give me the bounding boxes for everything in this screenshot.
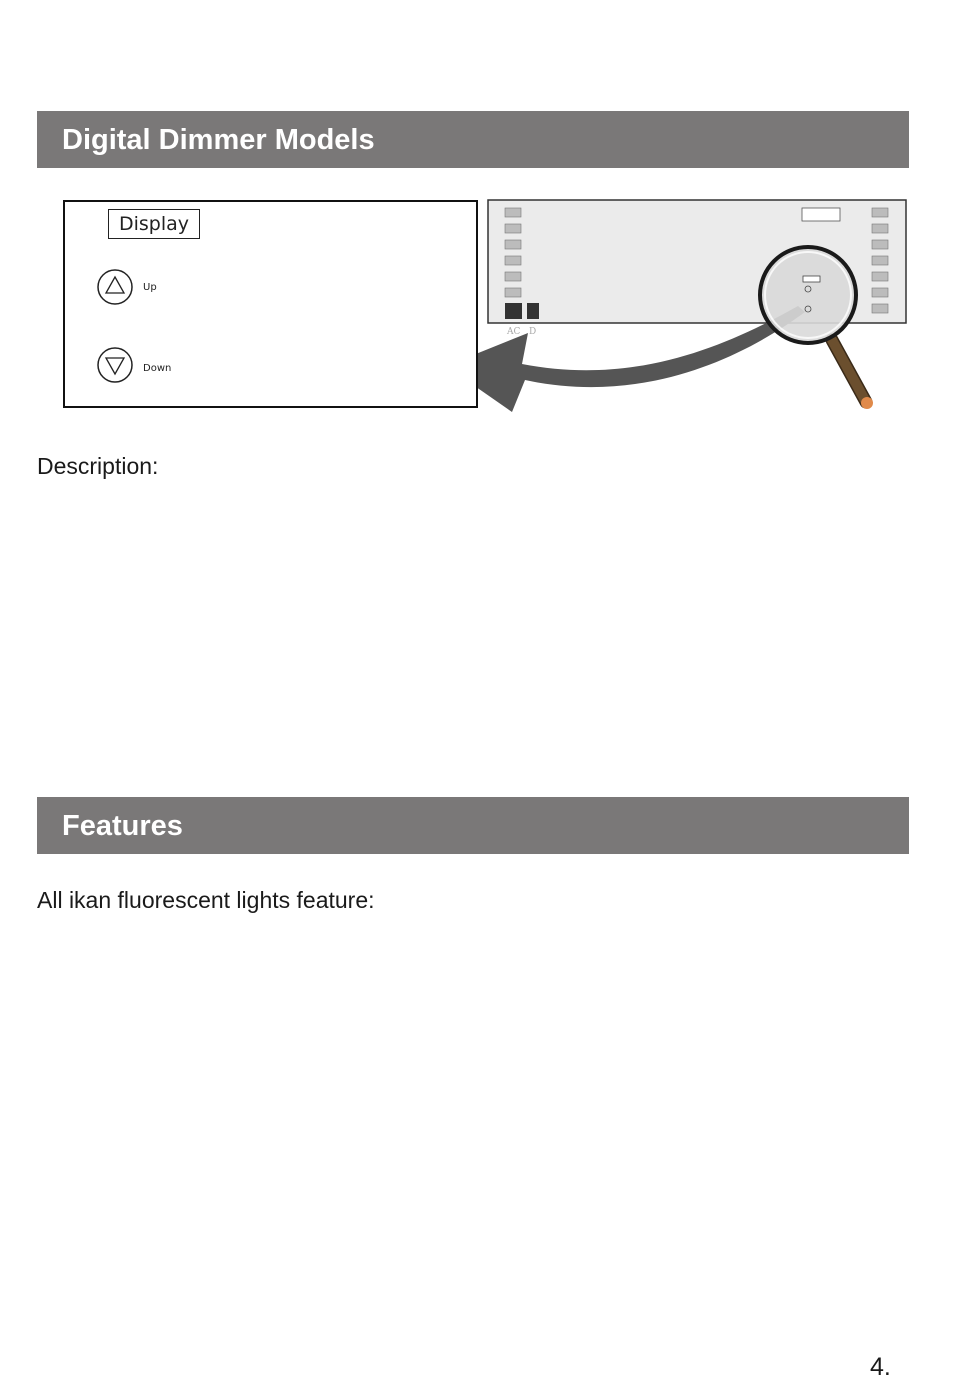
section-header-digital-dimmer-models	[37, 111, 909, 168]
up-button-icon	[96, 268, 134, 306]
dc-socket-icon	[527, 303, 539, 319]
down-button-icon	[96, 346, 134, 384]
page-number: 4.	[870, 1353, 891, 1381]
section-title: Digital Dimmer Models	[62, 124, 375, 156]
display-box: Display	[108, 209, 200, 239]
features-intro: All ikan fluorescent lights feature:	[37, 887, 375, 913]
section-header-features	[37, 797, 909, 854]
up-label: Up	[143, 282, 157, 293]
right-vent-slots	[872, 208, 888, 313]
dc-label: D	[529, 327, 537, 337]
ac-label: AC	[507, 327, 521, 337]
down-label: Down	[143, 363, 172, 374]
section-title: Features	[62, 810, 183, 842]
control-panel-detail	[63, 200, 478, 408]
device-display-window	[802, 208, 840, 221]
description-label: Description:	[37, 453, 159, 479]
ac-socket-icon	[505, 303, 522, 319]
